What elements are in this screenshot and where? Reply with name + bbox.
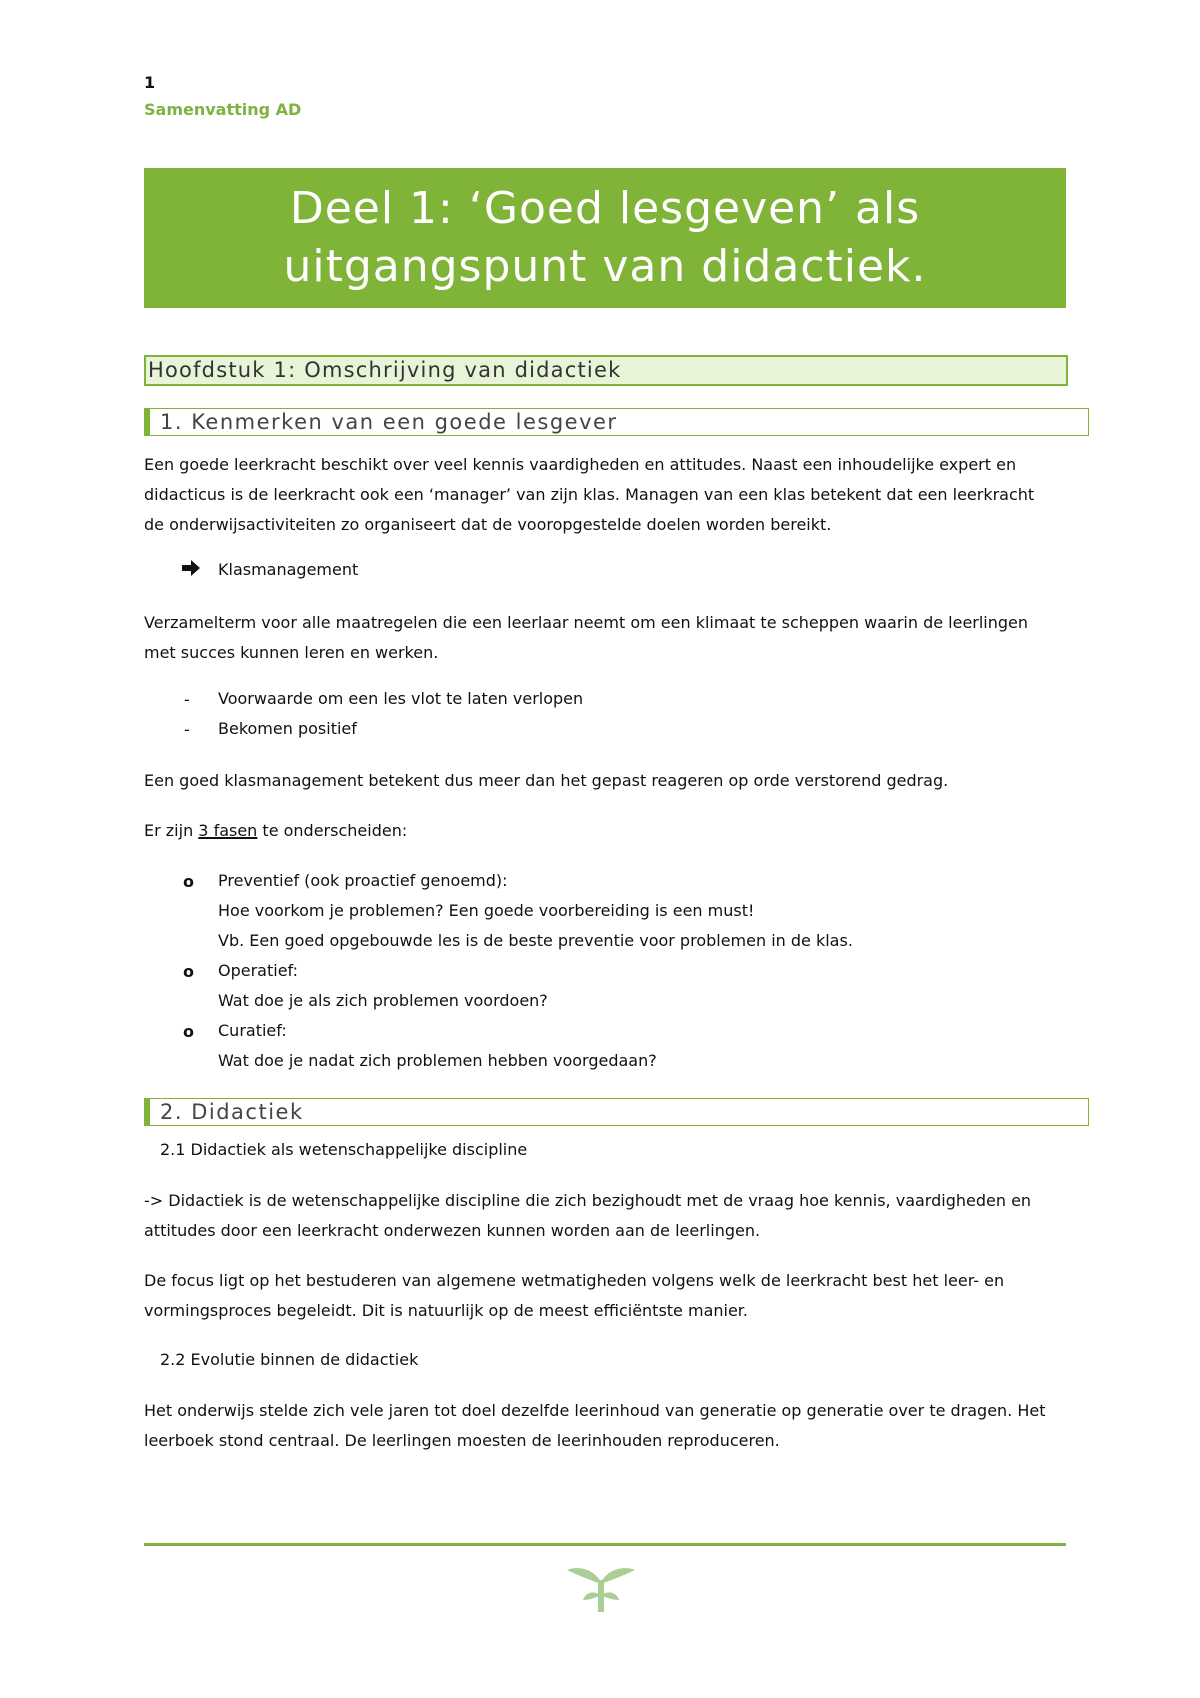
sprout-logo-icon	[565, 1560, 637, 1612]
phase-item: Curatief: Wat doe je nadat zich problemen hebben voorgedaan?	[218, 1021, 657, 1070]
dash-marker: -	[184, 690, 190, 709]
phase-item: Operatief: Wat doe je als zich problemen voordoen?	[218, 961, 548, 1010]
dash-marker: -	[184, 720, 190, 739]
footer-divider	[144, 1543, 1066, 1546]
circle-marker: o	[183, 1022, 194, 1041]
phase-item: Preventief (ook proactief genoemd): Hoe voorkom je problemen? Een goede voorbereiding is een must! Vb. Een goed opgebouwde les is de beste preventie voor problemen in de klas.	[218, 871, 853, 950]
klasmanagement-item: Klasmanagement	[218, 560, 359, 579]
evolution-paragraph: Het onderwijs stelde zich vele jaren tot doel dezelfde leerinhoud van generatie op generatie over te dragen. Het leerboek stond centraal. De leerlingen moesten de leerinhouden reproduceren.	[144, 1401, 1046, 1450]
header-subtitle: Samenvatting AD	[144, 100, 302, 119]
circle-marker: o	[183, 872, 194, 891]
section-1-heading: 1. Kenmerken van een goede lesgever	[144, 408, 1089, 436]
klasmanagement-conclusion: Een goed klasmanagement betekent dus meer dan het gepast reageren op orde verstorend gedrag.	[144, 771, 949, 790]
title-block	[144, 168, 1066, 308]
page-number: 1	[144, 73, 156, 92]
section-1-intro: Een goede leerkracht beschikt over veel kennis vaardigheden en attitudes. Naast een inhoudelijke expert en didacticus is de leerkracht ook een ‘manager’ van zijn klas. Managen van een klas betekent dat een leerkracht de onderwijsactiviteiten zo organiseert dat de vooropgestelde doelen worden bereikt.	[144, 455, 1035, 534]
page-title: Deel 1: ‘Goed lesgeven’ als uitgangspunt van didactiek.	[283, 183, 927, 292]
klasmanagement-definition: Verzamelterm voor alle maatregelen die een leerlaar neemt om een klimaat te scheppen waarin de leerlingen met succes kunnen leren en werken.	[144, 613, 1029, 662]
subheading-2-2: 2.2 Evolutie binnen de didactiek	[160, 1350, 419, 1369]
arrow-right-icon	[182, 560, 200, 580]
list-item: Bekomen positief	[218, 719, 357, 738]
chapter-heading: Hoofdstuk 1: Omschrijving van didactiek	[144, 355, 1068, 386]
circle-marker: o	[183, 962, 194, 981]
didactiek-definition: -> Didactiek is de wetenschappelijke discipline die zich bezighoudt met de vraag hoe kennis, vaardigheden en attitudes door een leerkracht onderwezen kunnen worden aan de leerlingen.	[144, 1191, 1032, 1240]
list-item: Voorwaarde om een les vlot te laten verlopen	[218, 689, 584, 708]
subheading-2-1: 2.1 Didactiek als wetenschappelijke discipline	[160, 1140, 528, 1159]
phases-intro: Er zijn 3 fasen te onderscheiden:	[144, 821, 408, 840]
section-2-heading: 2. Didactiek	[144, 1098, 1089, 1126]
focus-paragraph: De focus ligt op het bestuderen van algemene wetmatigheden volgens welk de leerkracht best het leer- en vormingsproces begeleidt. Dit is natuurlijk op de meest efficiëntste manier.	[144, 1271, 1005, 1320]
